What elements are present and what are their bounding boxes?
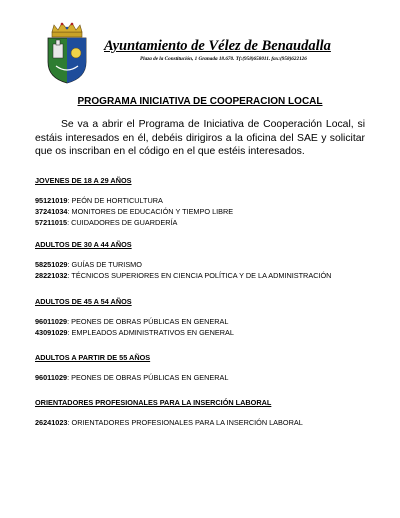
job-name: : PEONES DE OBRAS PÚBLICAS EN GENERAL	[67, 317, 229, 326]
job-item	[35, 195, 375, 206]
job-code: 57211015	[35, 218, 68, 227]
job-code: 28221032	[35, 271, 68, 280]
section-adultos-45-54	[35, 297, 375, 338]
section-jovenes-18-29	[35, 176, 375, 228]
document-title: PROGRAMA INICIATIVA DE COOPERACION LOCAL	[77, 96, 323, 107]
section-heading: ORIENTADORES PROFESIONALES PARA LA INSERCIÓN LABORAL	[35, 398, 272, 407]
section-heading: ADULTOS DE 45 A 54 AÑOS	[35, 297, 132, 306]
job-code: 96011029	[35, 317, 68, 326]
job-name: : TÉCNICOS SUPERIORES EN CIENCIA POLÍTICA Y DE LA ADMINISTRACIÓN	[67, 271, 332, 280]
coat-of-arms-icon	[44, 22, 90, 84]
job-name: : GUÍAS DE TURISMO	[67, 260, 142, 269]
intro-paragraph: Se va a abrir el Programa de Iniciativa de Cooperación Local, si estáis interesados en él, debéis dirigiros a la oficina del SAE y solicitar que os inscriban en el código en el que estéis interesados.	[35, 119, 365, 157]
job-item	[35, 327, 375, 338]
job-name: : PEONES DE OBRAS PÚBLICAS EN GENERAL	[67, 373, 229, 382]
job-code: 37241034	[35, 207, 68, 216]
section-adultos-30-44	[35, 240, 375, 281]
municipality-title: Ayuntamiento de Vélez de Benaudalla	[104, 38, 331, 54]
job-code: 58251029	[35, 260, 68, 269]
section-adultos-55-plus	[35, 353, 375, 383]
job-name: : PEÓN DE HORTICULTURA	[67, 196, 163, 205]
section-heading: JOVENES DE 18 A 29 AÑOS	[35, 176, 132, 185]
job-code: 43091029	[35, 328, 68, 337]
job-item	[35, 206, 375, 217]
job-name: : ORIENTADORES PROFESIONALES PARA LA INSERCIÓN LABORAL	[67, 418, 303, 427]
section-heading: ADULTOS DE 30 A 44 AÑOS	[35, 240, 132, 249]
job-code: 26241023	[35, 418, 68, 427]
job-item	[35, 316, 375, 327]
job-name: : MONITORES DE EDUCACIÓN Y TIEMPO LIBRE	[67, 207, 234, 216]
section-orientadores	[35, 398, 375, 428]
job-item	[35, 259, 375, 270]
job-name: : EMPLEADOS ADMINISTRATIVOS EN GENERAL	[67, 328, 234, 337]
section-heading: ADULTOS A PARTIR DE 55 AÑOS	[35, 353, 151, 362]
job-code: 95121019	[35, 196, 68, 205]
job-item	[35, 372, 375, 383]
job-item	[35, 417, 375, 428]
job-item	[35, 217, 375, 228]
municipality-address: Plaza de la Constitución, 1 Granada 18.670. Tf:(958)658011. fax:(958)622126	[140, 56, 307, 62]
job-code: 96011029	[35, 373, 68, 382]
job-name: : CUIDADORES DE GUARDERÍA	[67, 218, 178, 227]
job-item	[35, 270, 375, 281]
